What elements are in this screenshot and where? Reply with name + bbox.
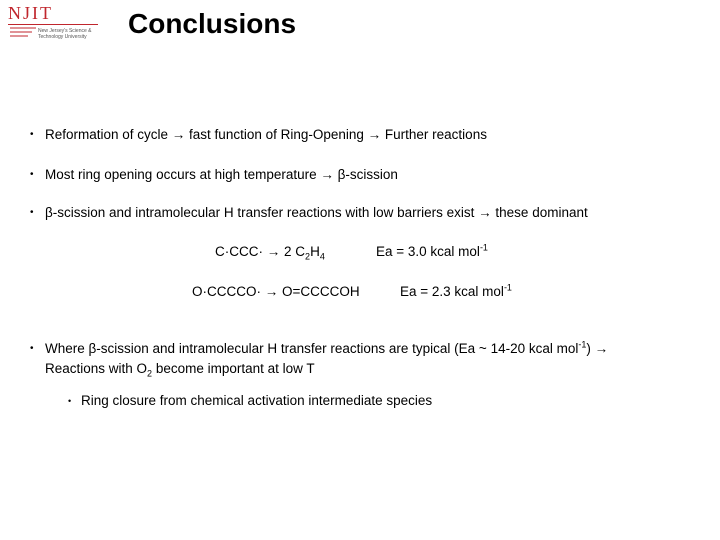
activation-energy-1: Ea = 3.0 kcal mol$^{-1}$	[376, 242, 488, 259]
equation-2	[192, 283, 360, 301]
logo-stripes-icon	[10, 26, 36, 42]
njit-logo	[8, 4, 100, 42]
bullet-text: Reformation of cycle → fast function of Ring-Opening → Further reactions	[45, 127, 487, 142]
bullet-dot-icon: •	[30, 169, 34, 180]
reactant: C·CCC·	[215, 244, 263, 259]
product: 2 $C_2H_4$	[284, 244, 325, 262]
logo-tagline-2: Technology University	[38, 34, 87, 40]
bullet-text-line-1: Where β-scission and intramolecular H transfer reactions are typical (Ea ~ 14-20 kcal mol$^{-1}$) →	[45, 339, 609, 356]
bullet-text: Most ring opening occurs at high temperature → β-scission	[45, 167, 398, 182]
activation-energy-2: Ea = 2.3 kcal mol$^{-1}$	[400, 282, 512, 299]
bullet-dot-icon: •	[30, 343, 34, 354]
bullet-dot-icon: •	[68, 396, 72, 406]
reactant: O·CCCCO·	[192, 284, 261, 299]
logo-mark: NJIT	[8, 3, 53, 23]
sub-bullet-text: Ring closure from chemical activation intermediate species	[81, 393, 433, 408]
product: O=CCCCOH	[282, 284, 360, 299]
bullet-text-line-2: Reactions with $O_2$ become important at low T	[45, 361, 315, 379]
logo-tagline-1: New Jersey's Science &	[38, 28, 92, 34]
bullet-dot-icon: •	[30, 129, 34, 140]
bullet-text: β-scission and intramolecular H transfer reactions with low barriers exist → these dominant	[45, 205, 588, 220]
page-title: Conclusions	[128, 8, 297, 39]
logo-rule	[8, 24, 98, 25]
equation-1	[215, 243, 325, 261]
arrow: →	[264, 284, 279, 299]
bullet-dot-icon: •	[30, 207, 34, 218]
arrow: →	[266, 244, 281, 259]
